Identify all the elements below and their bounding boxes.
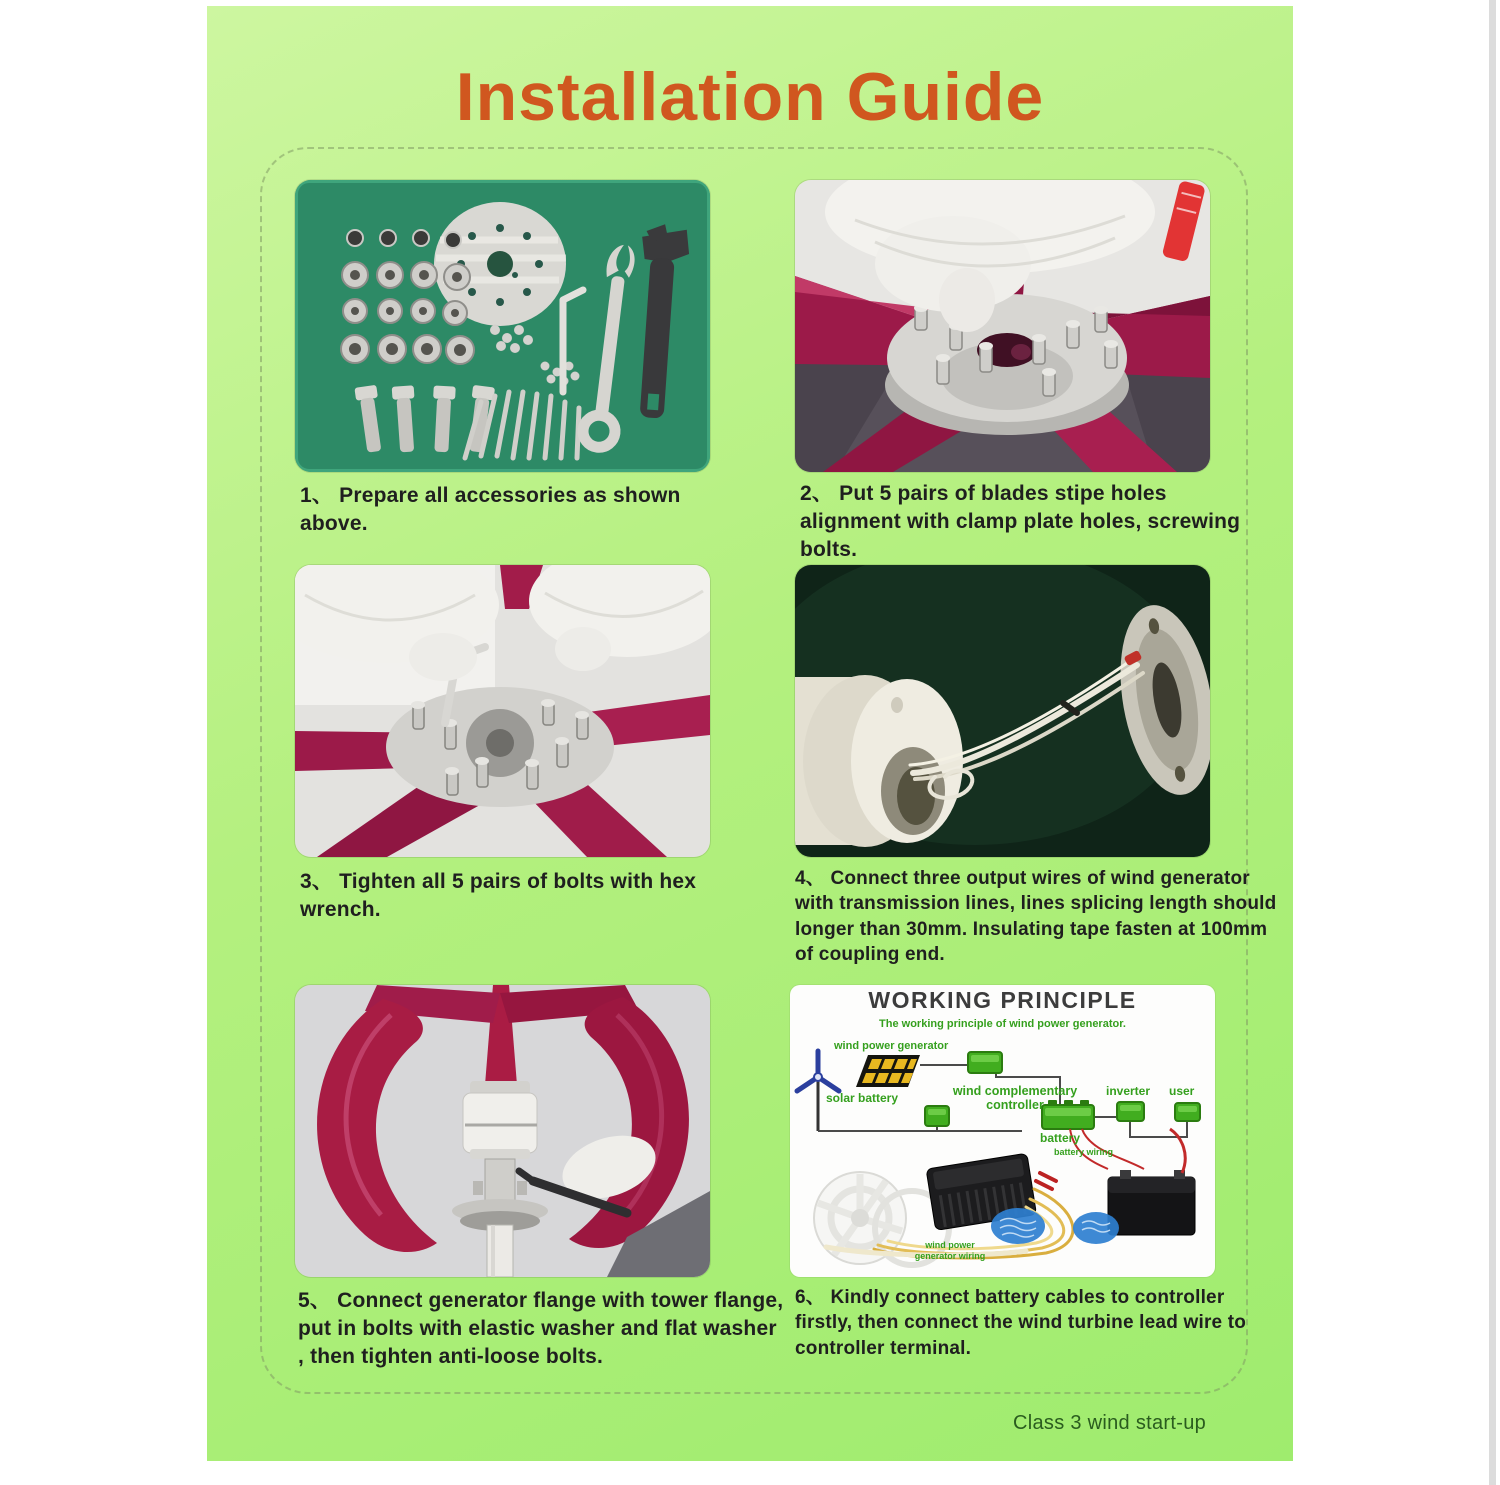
step2-clamp-plate-photo: [795, 180, 1210, 472]
label-battery: battery: [1040, 1131, 1081, 1145]
blades-clamp-illustration: [795, 180, 1210, 472]
label-controller-line1: wind complementary: [952, 1084, 1078, 1098]
step6-caption: 6、 Kindly connect battery cables to controller firstly, then connect the wind turbine lead wire to controller terminal.: [795, 1287, 1247, 1359]
label-solar-battery: solar battery: [826, 1091, 899, 1105]
step4-caption: 4、 Connect three output wires of wind generator with transmission lines, lines splicing length should longer than 30mm. Insulating tape fasten at 100mm of coupling end.: [795, 868, 1277, 965]
right-edge-strip: [1489, 0, 1496, 1485]
poster-background: [207, 6, 1293, 1461]
label-controller-line2: controller: [986, 1098, 1044, 1112]
step3-tighten-bolts-photo: [295, 565, 710, 857]
footer-note: Class 3 wind start-up: [1013, 1412, 1207, 1434]
step2-caption: 2、 Put 5 pairs of blades stipe holes alignment with clamp plate holes, screwing bolts.: [800, 482, 1241, 561]
step1-accessories-photo: [295, 180, 710, 472]
label-inverter: inverter: [1106, 1084, 1151, 1098]
page-title: Installation Guide: [455, 59, 1045, 135]
accessories-kit-illustration: [295, 180, 710, 472]
tighten-bolts-illustration: [295, 565, 710, 857]
solar-panel-icon: [856, 1055, 920, 1087]
step5-flange-mount-photo: [295, 985, 710, 1277]
label-user: user: [1169, 1084, 1195, 1098]
label-wind-power-generator: wind power generator: [834, 1040, 949, 1052]
step1-caption: 1、 Prepare all accessories as shown above.: [300, 484, 681, 535]
step4-connect-wires-photo: [795, 565, 1210, 857]
working-principle-diagram: [790, 985, 1215, 1277]
label-generator-wiring: wind power generator wiring: [914, 1240, 986, 1261]
battery-box-icon: [1108, 1129, 1195, 1235]
step3-caption: 3、 Tighten all 5 pairs of bolts with hex wrench.: [300, 870, 697, 921]
flange-mount-illustration: [295, 985, 710, 1277]
connect-wires-illustration: [795, 565, 1210, 857]
diagram-subtitle: The working principle of wind power generator.: [879, 1018, 1126, 1030]
label-battery-wiring: battery wiring: [1054, 1147, 1114, 1157]
step5-caption: 5、 Connect generator flange with tower flange, put in bolts with elastic washer and flat washer , then tighten anti-loose bolts.: [298, 1289, 784, 1368]
diagram-title: WORKING PRINCIPLE: [868, 987, 1137, 1013]
